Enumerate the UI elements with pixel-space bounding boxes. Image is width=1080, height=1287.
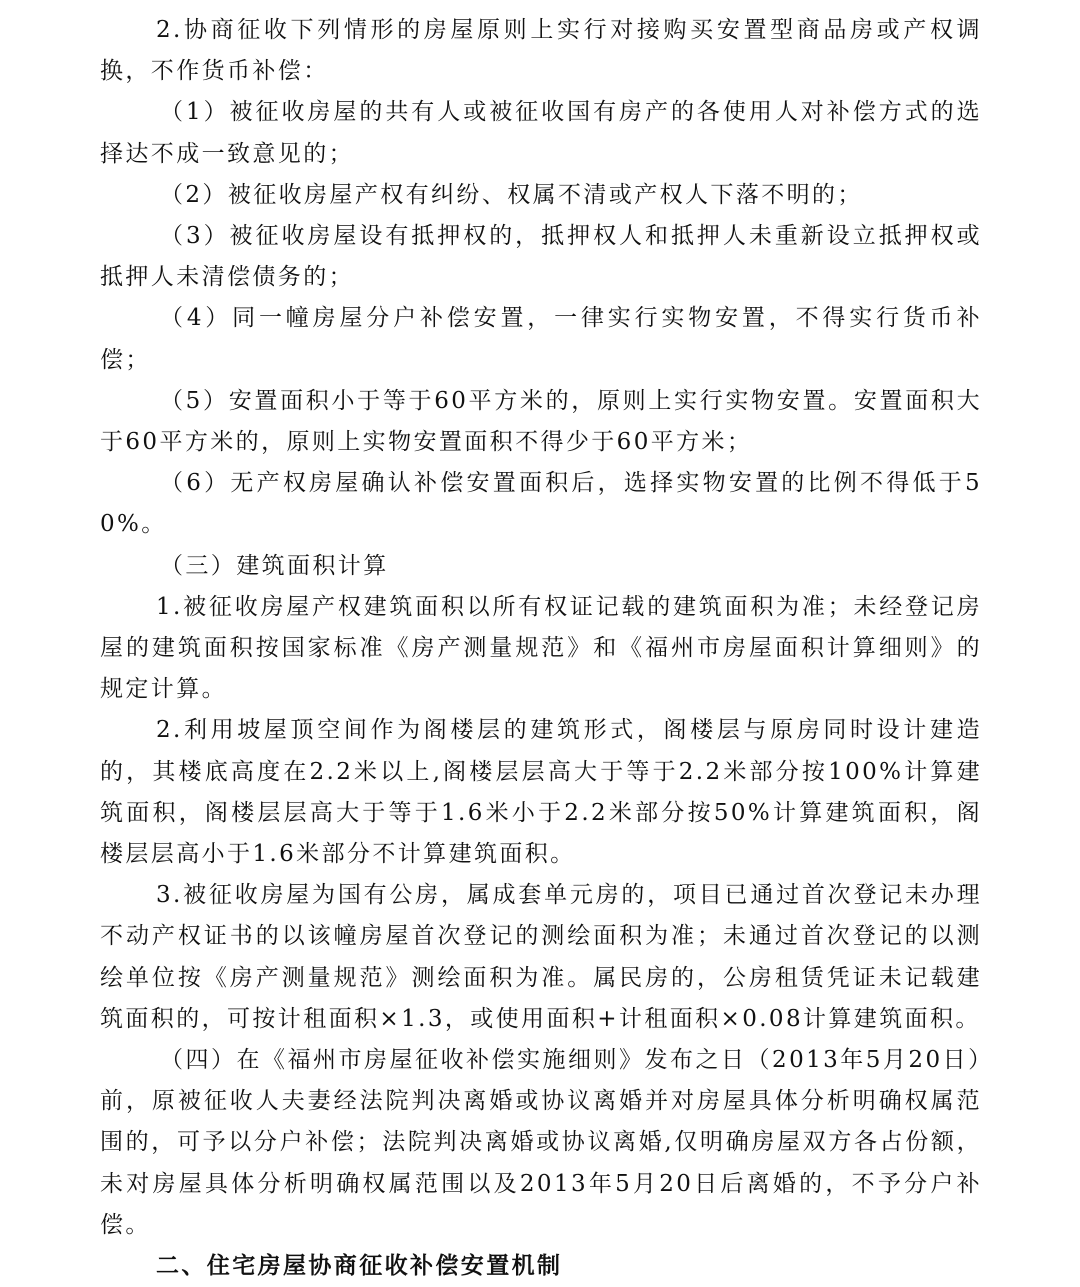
paragraph-area-rule-3: 3.被征收房屋为国有公房，属成套单元房的，项目已通过首次登记未办理不动产权证书的以该幢房屋首次登记的测绘面积为准；未通过首次登记的以测绘单位按《房产测量规范》测绘面积为准。属民房的，公房租赁凭证未记载建筑面积的，可按计租面积×1.3，或使用面积+计租面积×0.08计算建筑面积。 xyxy=(100,882,982,1032)
paragraph-case-3: （3）被征收房屋设有抵押权的，抵押权人和抵押人未重新设立抵押权或抵押人未清偿债务的； xyxy=(100,223,982,291)
paragraph-section-4: （四）在《福州市房屋征收补偿实施细则》发布之日（2013年5月20日）前，原被征收人夫妻经法院判决离婚或协议离婚并对房屋具体分析明确权属范围的，可予以分户补偿；法院判决离婚或协议离婚,仅明确房屋双方各占份额，未对房屋具体分析明确权属范围以及2013年5月20日后离婚的，不予分户补偿。 xyxy=(100,1047,982,1238)
paragraph-case-4: （4）同一幢房屋分户补偿安置，一律实行实物安置，不得实行货币补偿； xyxy=(100,305,982,373)
paragraph-item-2: 2.协商征收下列情形的房屋原则上实行对接购买安置型商品房或产权调换，不作货币补偿： xyxy=(100,17,982,85)
paragraph-area-rule-2: 2.利用坡屋顶空间作为阁楼层的建筑形式，阁楼层与原房同时设计建造的，其楼底高度在2.2米以上,阁楼层层高大于等于2.2米部分按100%计算建筑面积，阁楼层层高大于等于1.6米小于2.2米部分按50%计算建筑面积，阁楼层层高小于1.6米部分不计算建筑面积。 xyxy=(100,717,982,868)
paragraph-case-6: （6）无产权房屋确认补偿安置面积后，选择实物安置的比例不得低于50%。 xyxy=(100,470,982,538)
paragraph-area-rule-1: 1.被征收房屋产权建筑面积以所有权证记载的建筑面积为准；未经登记房屋的建筑面积按国家标准《房产测量规范》和《福州市房屋面积计算细则》的规定计算。 xyxy=(100,593,982,703)
subsection-title-area-calculation: （三）建筑面积计算 xyxy=(160,552,389,579)
paragraph-case-5: （5）安置面积小于等于60平方米的，原则上实行实物安置。安置面积大于60平方米的，原则上实物安置面积不得少于60平方米； xyxy=(100,387,982,456)
paragraph-case-2: （2）被征收房屋产权有纠纷、权属不清或产权人下落不明的； xyxy=(160,181,863,208)
document-page xyxy=(100,0,982,1287)
section-heading: 二、住宅房屋协商征收补偿安置机制 xyxy=(156,1253,563,1280)
paragraph-case-1: （1）被征收房屋的共有人或被征收国有房产的各使用人对补偿方式的选择达不成一致意见的； xyxy=(100,99,982,167)
